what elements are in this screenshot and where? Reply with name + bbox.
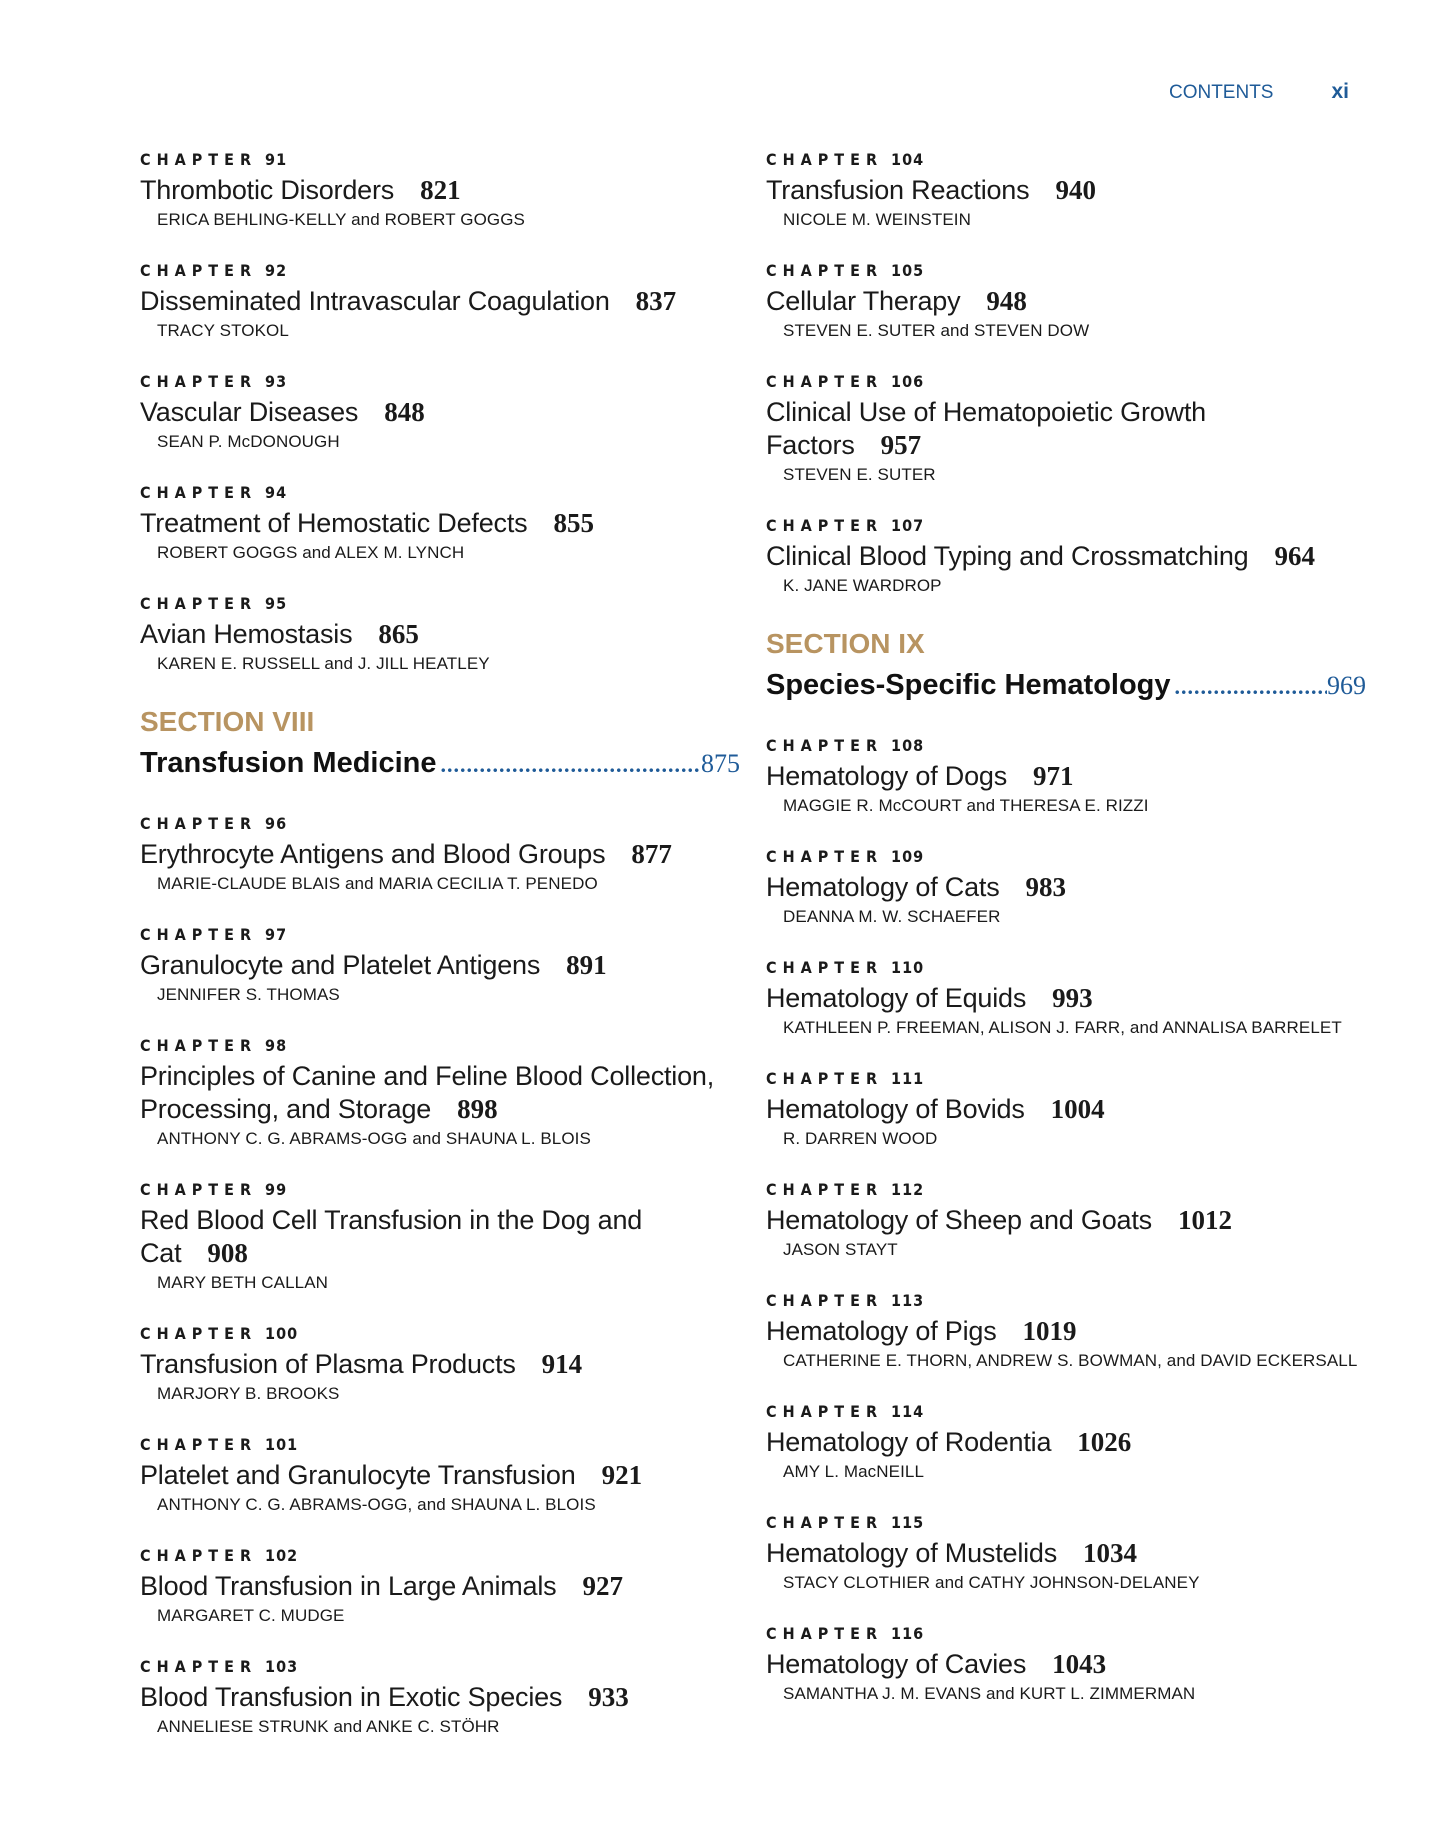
chapter-entry[interactable] — [140, 1546, 740, 1627]
chapter-label — [140, 1036, 740, 1056]
chapter-label — [766, 261, 1366, 281]
chapter-entry[interactable] — [140, 1435, 740, 1516]
section-page-number: 969 — [1327, 671, 1366, 700]
running-head — [1169, 80, 1349, 104]
chapter-word: CHAPTER — [140, 814, 258, 833]
chapter-number: 91 — [265, 150, 288, 169]
chapter-page-number: 848 — [384, 397, 425, 427]
chapter-title-line — [140, 285, 740, 318]
chapter-word: CHAPTER — [140, 483, 258, 502]
chapter-title: Principles of Canine and Feline Blood Collection, Processing, and Storage — [140, 1061, 715, 1124]
running-head-label: CONTENTS — [1168, 82, 1274, 103]
chapter-authors: MARGARET C. MUDGE — [157, 1606, 345, 1625]
chapter-label — [140, 483, 740, 503]
chapter-title: Blood Transfusion in Exotic Species — [140, 1682, 563, 1712]
chapter-page-number: 908 — [207, 1238, 248, 1268]
chapter-word: CHAPTER — [140, 1546, 258, 1565]
chapter-entry[interactable] — [140, 1036, 740, 1150]
chapter-entry[interactable] — [766, 1180, 1366, 1261]
chapter-page-number: 891 — [566, 950, 607, 980]
chapter-label — [766, 516, 1366, 536]
chapter-label — [140, 814, 740, 834]
chapter-number: 114 — [891, 1402, 925, 1421]
chapter-number: 115 — [891, 1513, 925, 1532]
chapter-label — [140, 594, 740, 614]
chapter-label — [766, 150, 1366, 170]
chapter-authors: NICOLE M. WEINSTEIN — [783, 210, 971, 229]
chapter-word: CHAPTER — [140, 261, 258, 280]
chapter-title: Erythrocyte Antigens and Blood Groups — [140, 839, 606, 869]
chapter-word: CHAPTER — [140, 1324, 258, 1343]
chapter-page-number: 948 — [986, 286, 1027, 316]
chapter-entry[interactable] — [140, 372, 740, 453]
chapter-authors: MARIE-CLAUDE BLAIS and MARIA CECILIA T. PENEDO — [157, 874, 598, 893]
toc-left-column — [140, 150, 740, 1768]
chapter-page-number: 971 — [1033, 761, 1074, 791]
chapter-authors: ERICA BEHLING-KELLY and ROBERT GOGGS — [157, 210, 525, 229]
chapter-authors: STEVEN E. SUTER — [783, 465, 936, 484]
chapter-authors: STACY CLOTHIER and CATHY JOHNSON-DELANEY — [783, 1573, 1200, 1592]
section-heading[interactable] — [766, 627, 1366, 702]
chapter-entry[interactable] — [140, 1180, 740, 1294]
chapter-entry[interactable] — [766, 261, 1366, 342]
chapter-number: 102 — [265, 1546, 299, 1565]
chapter-page-number: 940 — [1055, 175, 1096, 205]
chapter-label — [140, 1180, 740, 1200]
chapter-label — [766, 372, 1366, 392]
chapter-page-number: 865 — [378, 619, 419, 649]
chapter-label — [140, 261, 740, 281]
chapter-page-number: 993 — [1052, 983, 1093, 1013]
chapter-title: Hematology of Bovids — [766, 1094, 1025, 1124]
chapter-authors: SAMANTHA J. M. EVANS and KURT L. ZIMMERMAN — [783, 1684, 1196, 1703]
chapter-entry[interactable] — [766, 958, 1366, 1039]
chapter-label — [140, 1546, 740, 1566]
chapter-title: Disseminated Intravascular Coagulation — [140, 286, 610, 316]
chapter-title-line — [140, 1060, 740, 1126]
chapter-authors: STEVEN E. SUTER and STEVEN DOW — [783, 321, 1090, 340]
chapter-label — [766, 958, 1366, 978]
chapter-authors: AMY L. MacNEILL — [783, 1462, 925, 1481]
chapter-number: 108 — [891, 736, 925, 755]
chapter-title-line — [766, 1204, 1366, 1237]
chapter-number: 104 — [891, 150, 925, 169]
chapter-title-line — [140, 507, 740, 540]
chapter-number: 99 — [265, 1180, 288, 1199]
chapter-word: CHAPTER — [766, 1291, 884, 1310]
section-label: SECTION VIII — [140, 706, 315, 737]
chapter-label — [140, 150, 740, 170]
chapter-page-number: 927 — [582, 1571, 623, 1601]
chapter-title: Hematology of Dogs — [766, 761, 1008, 791]
chapter-entry[interactable] — [140, 1324, 740, 1405]
chapter-number: 94 — [265, 483, 288, 502]
section-title: Transfusion Medicine — [140, 747, 437, 779]
chapter-title-line — [766, 174, 1366, 207]
section-label: SECTION IX — [766, 628, 925, 659]
chapter-word: CHAPTER — [140, 372, 258, 391]
chapter-title-line — [766, 871, 1366, 904]
chapter-entry[interactable] — [766, 150, 1366, 231]
chapter-word: CHAPTER — [766, 516, 884, 535]
chapter-word: CHAPTER — [766, 1624, 884, 1643]
chapter-number: 105 — [891, 261, 925, 280]
chapter-entry[interactable] — [140, 150, 740, 231]
chapter-page-number: 1004 — [1050, 1094, 1105, 1124]
chapter-label — [140, 1657, 740, 1677]
chapter-title: Blood Transfusion in Large Animals — [140, 1571, 557, 1601]
chapter-number: 100 — [265, 1324, 299, 1343]
dot-leader — [1175, 674, 1327, 700]
chapter-entry[interactable] — [766, 1624, 1366, 1705]
chapter-title: Granulocyte and Platelet Antigens — [140, 950, 541, 980]
chapter-number: 109 — [891, 847, 925, 866]
section-page-number: 875 — [701, 749, 740, 778]
chapter-label — [766, 1402, 1366, 1422]
chapter-authors: KATHLEEN P. FREEMAN, ALISON J. FARR, and ANNALISA BARRELET — [783, 1018, 1342, 1037]
chapter-word: CHAPTER — [766, 1069, 884, 1088]
chapter-word: CHAPTER — [140, 925, 258, 944]
chapter-title: Treatment of Hemostatic Defects — [140, 508, 528, 538]
chapter-title-line — [766, 1426, 1366, 1459]
chapter-word: CHAPTER — [766, 847, 884, 866]
chapter-number: 95 — [265, 594, 288, 613]
chapter-title-line — [140, 1459, 740, 1492]
chapter-page-number: 983 — [1025, 872, 1067, 902]
toc-right-column — [766, 150, 1366, 1735]
chapter-title: Clinical Blood Typing and Crossmatching — [766, 541, 1249, 571]
chapter-title-line — [766, 1648, 1366, 1681]
chapter-authors: ANTHONY C. G. ABRAMS-OGG, and SHAUNA L. BLOIS — [157, 1495, 596, 1514]
chapter-title-line — [140, 949, 740, 982]
chapter-entry[interactable] — [140, 594, 740, 675]
chapter-entry[interactable] — [140, 261, 740, 342]
chapter-number: 116 — [891, 1624, 925, 1643]
chapter-authors: ANNELIESE STRUNK and ANKE C. STÖHR — [157, 1717, 500, 1736]
chapter-entry[interactable] — [140, 925, 740, 1006]
chapter-label — [766, 736, 1366, 756]
chapter-title: Hematology of Equids — [766, 983, 1027, 1013]
chapter-label — [766, 847, 1366, 867]
chapter-title: Red Blood Cell Transfusion in the Dog and Cat — [140, 1205, 643, 1268]
chapter-page-number: 1012 — [1177, 1205, 1232, 1235]
chapter-authors: ROBERT GOGGS and ALEX M. LYNCH — [157, 543, 465, 562]
chapter-title: Hematology of Sheep and Goats — [766, 1205, 1152, 1235]
chapter-page-number: 964 — [1274, 541, 1315, 571]
chapter-number: 106 — [891, 372, 925, 391]
chapter-authors: MARJORY B. BROOKS — [157, 1384, 340, 1403]
chapter-page-number: 898 — [457, 1094, 498, 1124]
chapter-word: CHAPTER — [766, 736, 884, 755]
chapter-entry[interactable] — [766, 1291, 1366, 1372]
chapter-title-line — [140, 1681, 740, 1714]
chapter-authors: TRACY STOKOL — [157, 321, 289, 340]
chapter-title: Hematology of Cats — [766, 872, 1000, 902]
chapter-title: Hematology of Mustelids — [766, 1538, 1058, 1568]
chapter-title-line — [140, 838, 740, 871]
chapter-list — [766, 150, 1366, 597]
chapter-authors: JASON STAYT — [783, 1240, 898, 1259]
chapter-page-number: 837 — [635, 286, 677, 316]
chapter-title-line — [140, 1204, 740, 1270]
chapter-list — [140, 814, 740, 1738]
chapter-page-number: 1043 — [1052, 1649, 1107, 1679]
chapter-word: CHAPTER — [766, 958, 884, 977]
chapter-number: 93 — [265, 372, 288, 391]
chapter-title: Clinical Use of Hematopoietic Growth Factors — [766, 397, 1206, 460]
chapter-page-number: 1019 — [1022, 1316, 1077, 1346]
chapter-page-number: 855 — [553, 508, 594, 538]
chapter-entry[interactable] — [766, 1069, 1366, 1150]
chapter-title: Hematology of Cavies — [766, 1649, 1027, 1679]
chapter-label — [766, 1624, 1366, 1644]
dot-leader — [441, 752, 702, 778]
chapter-number: 98 — [265, 1036, 288, 1055]
chapter-title-line — [766, 760, 1366, 793]
chapter-list — [766, 736, 1366, 1705]
chapter-page-number: 1034 — [1083, 1538, 1138, 1568]
chapter-word: CHAPTER — [766, 372, 884, 391]
section-title-row — [766, 669, 1366, 702]
chapter-authors: KAREN E. RUSSELL and J. JILL HEATLEY — [157, 654, 490, 673]
chapter-list — [140, 150, 740, 675]
chapter-title: Thrombotic Disorders — [140, 175, 395, 205]
chapter-title: Transfusion of Plasma Products — [140, 1349, 516, 1379]
chapter-title-line — [766, 285, 1366, 318]
chapter-title-line — [140, 396, 740, 429]
chapter-title-line — [766, 982, 1366, 1015]
chapter-entry[interactable] — [766, 1513, 1366, 1594]
chapter-word: CHAPTER — [766, 150, 884, 169]
chapter-page-number: 821 — [420, 175, 461, 205]
chapter-word: CHAPTER — [140, 1036, 258, 1055]
chapter-entry[interactable] — [766, 736, 1366, 817]
chapter-title-line — [766, 1315, 1366, 1348]
chapter-label — [766, 1180, 1366, 1200]
chapter-word: CHAPTER — [140, 1435, 258, 1454]
chapter-page-number: 921 — [601, 1460, 643, 1490]
chapter-number: 103 — [265, 1657, 299, 1676]
chapter-title-line — [766, 396, 1366, 462]
chapter-title: Avian Hemostasis — [140, 619, 353, 649]
chapter-title: Transfusion Reactions — [766, 175, 1030, 205]
chapter-title: Hematology of Rodentia — [766, 1427, 1052, 1457]
chapter-authors: R. DARREN WOOD — [783, 1129, 938, 1148]
chapter-label — [140, 1435, 740, 1455]
chapter-entry[interactable] — [766, 516, 1366, 597]
chapter-number: 110 — [891, 958, 925, 977]
chapter-word: CHAPTER — [140, 1180, 258, 1199]
chapter-authors: CATHERINE E. THORN, ANDREW S. BOWMAN, and DAVID ECKERSALL — [783, 1351, 1358, 1370]
chapter-label — [140, 372, 740, 392]
chapter-word: CHAPTER — [766, 1402, 884, 1421]
chapter-word: CHAPTER — [140, 594, 258, 613]
chapter-entry[interactable] — [766, 372, 1366, 486]
chapter-word: CHAPTER — [766, 1180, 884, 1199]
chapter-entry[interactable] — [140, 483, 740, 564]
chapter-entry[interactable] — [140, 1657, 740, 1738]
chapter-authors: JENNIFER S. THOMAS — [157, 985, 340, 1004]
running-head-page-number: xi — [1331, 80, 1349, 103]
chapter-word: CHAPTER — [140, 1657, 258, 1676]
chapter-page-number: 1026 — [1077, 1427, 1132, 1457]
section-heading[interactable] — [140, 705, 740, 780]
chapter-number: 97 — [265, 925, 288, 944]
chapter-entry[interactable] — [140, 814, 740, 895]
chapter-authors: SEAN P. McDONOUGH — [157, 432, 340, 451]
chapter-number: 92 — [265, 261, 288, 280]
chapter-authors: DEANNA M. W. SCHAEFER — [783, 907, 1001, 926]
chapter-title: Platelet and Granulocyte Transfusion — [140, 1460, 576, 1490]
chapter-title-line — [766, 540, 1366, 573]
chapter-authors: ANTHONY C. G. ABRAMS-OGG and SHAUNA L. BLOIS — [157, 1129, 591, 1148]
chapter-title: Vascular Diseases — [140, 397, 359, 427]
chapter-number: 107 — [891, 516, 925, 535]
chapter-page-number: 914 — [541, 1349, 583, 1379]
chapter-title-line — [766, 1537, 1366, 1570]
section-title: Species-Specific Hematology — [766, 669, 1171, 701]
chapter-number: 101 — [265, 1435, 299, 1454]
chapter-title-line — [766, 1093, 1366, 1126]
chapter-word: CHAPTER — [140, 150, 258, 169]
chapter-authors: K. JANE WARDROP — [783, 576, 942, 595]
chapter-word: CHAPTER — [766, 261, 884, 280]
chapter-label — [766, 1513, 1366, 1533]
chapter-page-number: 933 — [588, 1682, 629, 1712]
chapter-title: Hematology of Pigs — [766, 1316, 997, 1346]
chapter-number: 113 — [891, 1291, 925, 1310]
chapter-number: 112 — [891, 1180, 925, 1199]
chapter-authors: MAGGIE R. McCOURT and THERESA E. RIZZI — [783, 796, 1149, 815]
chapter-authors: MARY BETH CALLAN — [157, 1273, 329, 1292]
chapter-entry[interactable] — [766, 1402, 1366, 1483]
section-title-row — [140, 747, 740, 780]
chapter-title-line — [140, 1570, 740, 1603]
chapter-number: 111 — [891, 1069, 925, 1088]
chapter-label — [766, 1069, 1366, 1089]
chapter-label — [766, 1291, 1366, 1311]
chapter-title-line — [140, 1348, 740, 1381]
chapter-title-line — [140, 174, 740, 207]
chapter-entry[interactable] — [766, 847, 1366, 928]
chapter-label — [140, 1324, 740, 1344]
chapter-title: Cellular Therapy — [766, 286, 961, 316]
chapter-page-number: 877 — [631, 839, 672, 869]
chapter-page-number: 957 — [880, 430, 922, 460]
chapter-label — [140, 925, 740, 945]
chapter-number: 96 — [265, 814, 288, 833]
chapter-title-line — [140, 618, 740, 651]
chapter-word: CHAPTER — [766, 1513, 884, 1532]
